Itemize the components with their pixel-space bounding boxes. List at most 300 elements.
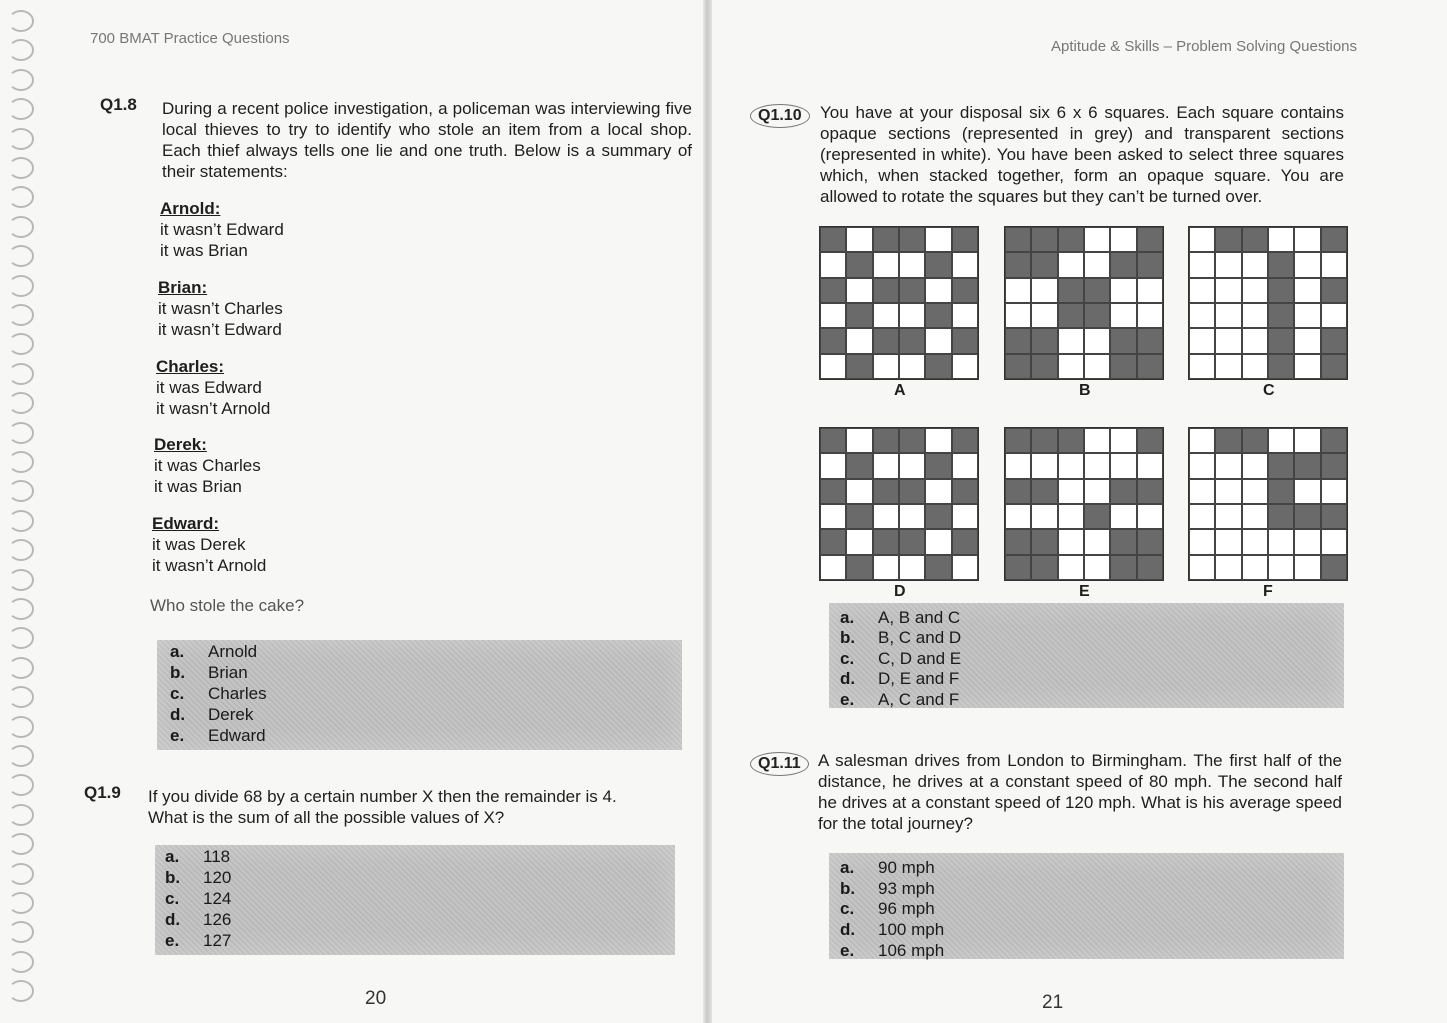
opaque-cell <box>899 529 925 554</box>
transparent-cell <box>1294 479 1320 504</box>
option-text: Brian <box>208 663 248 682</box>
answer-option-c[interactable] <box>170 683 267 704</box>
opaque-cell <box>1321 555 1347 580</box>
transparent-cell <box>1058 354 1084 379</box>
option-letter: a. <box>840 858 855 877</box>
opaque-cell <box>925 252 951 277</box>
question-text: During a recent police investigation, a policeman was interviewing five local thieves to try to identify who stole an item from a local shop. Each thief always tells one lie and one truth. Below is a summary of their statements: <box>162 99 692 181</box>
opaque-cell <box>925 555 951 580</box>
transparent-cell <box>1215 303 1241 328</box>
opaque-cell <box>1242 428 1268 453</box>
transparent-cell <box>1242 555 1268 580</box>
transparent-cell <box>1321 303 1347 328</box>
option-text: 100 mph <box>878 920 945 939</box>
transparent-cell <box>1084 354 1110 379</box>
answer-option-e[interactable] <box>840 940 944 961</box>
transparent-cell <box>1137 504 1163 529</box>
option-letter: e. <box>165 931 180 950</box>
statement-name: Derek: <box>154 435 207 454</box>
opaque-cell <box>952 328 978 353</box>
binding-ring <box>8 275 34 297</box>
binding-ring <box>8 98 34 120</box>
square-e <box>1004 427 1164 581</box>
transparent-cell <box>925 328 951 353</box>
square-f <box>1188 427 1348 581</box>
transparent-cell <box>952 453 978 478</box>
option-text: B, C and D <box>878 628 962 647</box>
option-text: C, D and E <box>878 649 962 668</box>
option-letter: d. <box>840 669 856 688</box>
transparent-cell <box>1110 453 1136 478</box>
answer-option-c[interactable] <box>840 898 935 919</box>
option-letter: e. <box>170 726 185 745</box>
binding-ring <box>8 363 34 385</box>
transparent-cell <box>873 504 899 529</box>
transparent-cell <box>1215 252 1241 277</box>
opaque-cell <box>1137 328 1163 353</box>
square-label: C <box>1263 382 1275 399</box>
binding-ring <box>8 304 34 326</box>
transparent-cell <box>873 252 899 277</box>
transparent-cell <box>899 504 925 529</box>
question-number: Q1.9 <box>84 783 121 802</box>
opaque-cell <box>1058 428 1084 453</box>
option-letter: c. <box>170 684 185 703</box>
opaque-cell <box>846 555 872 580</box>
transparent-cell <box>952 303 978 328</box>
answer-option-a[interactable] <box>170 641 257 662</box>
transparent-cell <box>1294 354 1320 379</box>
option-text: 118 <box>203 847 231 866</box>
opaque-cell <box>1268 252 1294 277</box>
opaque-cell <box>873 529 899 554</box>
transparent-cell <box>925 529 951 554</box>
question-text: You have at your disposal six 6 x 6 squares. Each square contains opaque sections (represented in grey) and transparent sections (represented in white). You have been asked to select three squares which, when stacked together, form an opaque square. You are allowed to rotate the squares but they can’t be turned over. <box>820 103 1344 206</box>
opaque-cell <box>1215 227 1241 252</box>
answer-option-b[interactable] <box>170 662 248 683</box>
opaque-cell <box>899 428 925 453</box>
answer-option-b[interactable] <box>165 867 231 888</box>
option-letter: b. <box>840 628 856 647</box>
page-number: 20 <box>365 988 387 1009</box>
opaque-cell <box>1137 479 1163 504</box>
opaque-cell <box>1005 555 1031 580</box>
transparent-cell <box>1058 252 1084 277</box>
question-number: Q1.11 <box>750 752 809 776</box>
transparent-cell <box>1189 227 1215 252</box>
transparent-cell <box>1242 328 1268 353</box>
transparent-cell <box>1294 428 1320 453</box>
opaque-cell <box>1031 529 1057 554</box>
square-a <box>819 226 979 380</box>
transparent-cell <box>846 529 872 554</box>
opaque-cell <box>925 354 951 379</box>
opaque-cell <box>1294 453 1320 478</box>
statement-line: it wasn’t Charles <box>158 299 283 318</box>
opaque-cell <box>1268 479 1294 504</box>
binding-ring <box>8 245 34 267</box>
opaque-cell <box>899 328 925 353</box>
opaque-cell <box>873 328 899 353</box>
transparent-cell <box>1189 453 1215 478</box>
transparent-cell <box>1189 504 1215 529</box>
answer-option-b[interactable] <box>840 878 935 899</box>
transparent-cell <box>1084 529 1110 554</box>
opaque-cell <box>1137 354 1163 379</box>
opaque-cell <box>1268 354 1294 379</box>
transparent-cell <box>1189 529 1215 554</box>
binding-ring <box>8 951 34 973</box>
binding-ring <box>8 10 34 32</box>
opaque-cell <box>899 278 925 303</box>
opaque-cell <box>1110 529 1136 554</box>
question-text: A salesman drives from London to Birmingham. The first half of the distance, he drives at a constant speed of 80 mph. The second half he drives at a constant speed of 120 mph. What is his average speed for the total journey? <box>818 751 1342 833</box>
opaque-cell <box>1005 328 1031 353</box>
transparent-cell <box>1215 453 1241 478</box>
transparent-cell <box>1189 555 1215 580</box>
opaque-cell <box>1321 328 1347 353</box>
transparent-cell <box>1189 328 1215 353</box>
opaque-cell <box>1031 227 1057 252</box>
transparent-cell <box>1242 278 1268 303</box>
binding-ring <box>8 39 34 61</box>
transparent-cell <box>1294 303 1320 328</box>
answer-option-d[interactable] <box>840 919 944 940</box>
opaque-cell <box>952 227 978 252</box>
transparent-cell <box>1242 252 1268 277</box>
transparent-cell <box>925 278 951 303</box>
opaque-cell <box>1005 354 1031 379</box>
transparent-cell <box>1137 278 1163 303</box>
option-text: 124 <box>203 889 232 908</box>
transparent-cell <box>873 453 899 478</box>
transparent-cell <box>1031 453 1057 478</box>
statement-name: Charles: <box>156 357 225 376</box>
transparent-cell <box>846 227 872 252</box>
opaque-cell <box>1031 555 1057 580</box>
transparent-cell <box>1268 227 1294 252</box>
option-text: 93 mph <box>878 879 935 898</box>
option-text: 96 mph <box>878 899 935 918</box>
opaque-cell <box>846 354 872 379</box>
statement-name: Brian: <box>158 278 208 297</box>
transparent-cell <box>1058 555 1084 580</box>
opaque-cell <box>873 479 899 504</box>
answer-option-d[interactable] <box>840 668 959 689</box>
option-text: Derek <box>208 705 254 724</box>
option-text: 106 mph <box>878 941 945 960</box>
opaque-cell <box>1005 227 1031 252</box>
binding-ring <box>8 451 34 473</box>
transparent-cell <box>1215 555 1241 580</box>
square-label: B <box>1079 382 1091 399</box>
opaque-cell <box>1321 453 1347 478</box>
binding-ring <box>8 480 34 502</box>
transparent-cell <box>1294 529 1320 554</box>
transparent-cell <box>1294 555 1320 580</box>
binding-ring <box>8 745 34 767</box>
transparent-cell <box>820 303 846 328</box>
opaque-cell <box>820 428 846 453</box>
opaque-cell <box>1268 453 1294 478</box>
opaque-cell <box>899 479 925 504</box>
opaque-cell <box>873 278 899 303</box>
opaque-cell <box>952 428 978 453</box>
transparent-cell <box>1294 328 1320 353</box>
statement-block <box>156 356 270 419</box>
answer-option-d[interactable] <box>165 909 231 930</box>
opaque-cell <box>1294 504 1320 529</box>
opaque-cell <box>1137 529 1163 554</box>
question-text: If you divide 68 by a certain number X then the remainder is 4. What is the sum of all the possible values of X? <box>148 787 617 827</box>
transparent-cell <box>1215 354 1241 379</box>
transparent-cell <box>1215 529 1241 554</box>
opaque-cell <box>925 303 951 328</box>
opaque-cell <box>1058 227 1084 252</box>
transparent-cell <box>1084 328 1110 353</box>
square-b <box>1004 226 1164 380</box>
transparent-cell <box>925 479 951 504</box>
transparent-cell <box>820 252 846 277</box>
transparent-cell <box>846 428 872 453</box>
opaque-cell <box>952 479 978 504</box>
transparent-cell <box>1268 555 1294 580</box>
right-page <box>712 0 1447 1023</box>
binding-ring <box>8 921 34 943</box>
transparent-cell <box>873 555 899 580</box>
binding-ring <box>8 980 34 1002</box>
transparent-cell <box>1110 303 1136 328</box>
opaque-cell <box>1321 354 1347 379</box>
option-text: Charles <box>208 684 267 703</box>
opaque-cell <box>1137 555 1163 580</box>
question-number: Q1.8 <box>100 95 137 114</box>
opaque-cell <box>925 504 951 529</box>
statement-line: it wasn’t Arnold <box>152 556 267 575</box>
transparent-cell <box>1058 328 1084 353</box>
transparent-cell <box>1215 278 1241 303</box>
transparent-cell <box>873 303 899 328</box>
opaque-cell <box>925 453 951 478</box>
answer-option-c[interactable] <box>840 648 961 669</box>
question-prompt: Who stole the cake? <box>150 596 305 615</box>
statement-line: it was Brian <box>160 241 248 260</box>
option-text: D, E and F <box>878 669 960 688</box>
opaque-cell <box>1137 252 1163 277</box>
opaque-cell <box>1321 428 1347 453</box>
transparent-cell <box>1110 278 1136 303</box>
option-text: 126 <box>203 910 232 929</box>
opaque-cell <box>1321 278 1347 303</box>
transparent-cell <box>952 504 978 529</box>
transparent-cell <box>1031 303 1057 328</box>
transparent-cell <box>1242 504 1268 529</box>
binding-ring <box>8 863 34 885</box>
transparent-cell <box>846 278 872 303</box>
binding-ring <box>8 128 34 150</box>
page-header: Aptitude & Skills – Problem Solving Questions <box>1051 38 1357 55</box>
transparent-cell <box>952 252 978 277</box>
opaque-cell <box>1005 529 1031 554</box>
statement-block <box>152 513 266 576</box>
binding-ring <box>8 69 34 91</box>
answer-options-box <box>155 845 675 955</box>
transparent-cell <box>1084 555 1110 580</box>
statement-name: Arnold: <box>160 199 221 218</box>
option-text: 127 <box>203 931 232 950</box>
transparent-cell <box>1058 479 1084 504</box>
transparent-cell <box>846 479 872 504</box>
square-c <box>1188 226 1348 380</box>
option-letter: d. <box>165 910 181 929</box>
transparent-cell <box>952 354 978 379</box>
opaque-cell <box>820 328 846 353</box>
transparent-cell <box>1189 428 1215 453</box>
answer-option-c[interactable] <box>165 888 231 909</box>
square-label: E <box>1079 583 1090 600</box>
transparent-cell <box>1242 529 1268 554</box>
transparent-cell <box>846 328 872 353</box>
answer-option-e[interactable] <box>165 930 231 951</box>
transparent-cell <box>1110 428 1136 453</box>
binding-rings <box>8 10 38 1010</box>
transparent-cell <box>1084 479 1110 504</box>
transparent-cell <box>1137 303 1163 328</box>
transparent-cell <box>1005 453 1031 478</box>
option-letter: e. <box>840 941 855 960</box>
transparent-cell <box>952 555 978 580</box>
opaque-cell <box>1110 354 1136 379</box>
opaque-cell <box>1084 504 1110 529</box>
square-label: F <box>1263 583 1273 600</box>
answer-option-a[interactable] <box>840 607 960 628</box>
transparent-cell <box>1215 328 1241 353</box>
statement-block <box>154 434 261 497</box>
option-text: 120 <box>203 868 232 887</box>
transparent-cell <box>1321 479 1347 504</box>
transparent-cell <box>1031 278 1057 303</box>
binding-ring <box>8 510 34 532</box>
opaque-cell <box>1321 504 1347 529</box>
transparent-cell <box>1058 504 1084 529</box>
opaque-cell <box>820 227 846 252</box>
binding-ring <box>8 686 34 708</box>
transparent-cell <box>1294 227 1320 252</box>
opaque-cell <box>1110 555 1136 580</box>
transparent-cell <box>1242 303 1268 328</box>
opaque-cell <box>899 227 925 252</box>
transparent-cell <box>820 453 846 478</box>
option-text: Edward <box>208 726 266 745</box>
binding-ring <box>8 422 34 444</box>
statement-line: it was Derek <box>152 535 246 554</box>
option-letter: a. <box>165 847 180 866</box>
opaque-cell <box>1242 227 1268 252</box>
question-number: Q1.10 <box>750 104 810 128</box>
opaque-cell <box>1005 428 1031 453</box>
binding-ring <box>8 157 34 179</box>
option-letter: c. <box>840 899 855 918</box>
answer-option-e[interactable] <box>840 689 959 710</box>
option-letter: e. <box>840 690 855 709</box>
statement-line: it wasn’t Arnold <box>156 399 271 418</box>
statement-line: it was Brian <box>154 477 242 496</box>
opaque-cell <box>1084 278 1110 303</box>
opaque-cell <box>1268 504 1294 529</box>
binding-ring <box>8 627 34 649</box>
opaque-cell <box>846 453 872 478</box>
binding-ring <box>8 186 34 208</box>
option-letter: a. <box>170 642 185 661</box>
transparent-cell <box>899 303 925 328</box>
transparent-cell <box>1242 453 1268 478</box>
transparent-cell <box>1321 252 1347 277</box>
opaque-cell <box>820 479 846 504</box>
answer-option-e[interactable] <box>170 725 266 746</box>
transparent-cell <box>1084 428 1110 453</box>
statement-name: Edward: <box>152 514 220 533</box>
opaque-cell <box>952 278 978 303</box>
transparent-cell <box>1294 278 1320 303</box>
opaque-cell <box>1268 328 1294 353</box>
opaque-cell <box>820 278 846 303</box>
option-letter: b. <box>840 879 856 898</box>
transparent-cell <box>1189 252 1215 277</box>
option-text: A, B and C <box>878 608 961 627</box>
transparent-cell <box>1058 529 1084 554</box>
transparent-cell <box>1215 504 1241 529</box>
statement-line: it was Edward <box>156 378 262 397</box>
binding-ring <box>8 539 34 561</box>
option-letter: a. <box>840 608 855 627</box>
binding-ring <box>8 216 34 238</box>
transparent-cell <box>1084 227 1110 252</box>
opaque-cell <box>1031 479 1057 504</box>
binding-ring <box>8 892 34 914</box>
transparent-cell <box>1058 453 1084 478</box>
transparent-cell <box>1294 252 1320 277</box>
transparent-cell <box>925 428 951 453</box>
transparent-cell <box>1005 303 1031 328</box>
opaque-cell <box>1031 328 1057 353</box>
option-text: Arnold <box>208 642 258 661</box>
opaque-cell <box>846 252 872 277</box>
opaque-cell <box>820 529 846 554</box>
answer-option-d[interactable] <box>170 704 253 725</box>
transparent-cell <box>1268 529 1294 554</box>
option-letter: d. <box>840 920 856 939</box>
option-letter: d. <box>170 705 186 724</box>
opaque-cell <box>1321 227 1347 252</box>
transparent-cell <box>1215 479 1241 504</box>
answer-option-a[interactable] <box>840 857 935 878</box>
binding-ring <box>8 716 34 738</box>
binding-ring <box>8 392 34 414</box>
left-page <box>0 0 705 1023</box>
opaque-cell <box>1084 303 1110 328</box>
transparent-cell <box>1268 428 1294 453</box>
opaque-cell <box>1005 479 1031 504</box>
opaque-cell <box>1058 278 1084 303</box>
option-letter: b. <box>170 663 186 682</box>
answer-option-b[interactable] <box>840 627 961 648</box>
transparent-cell <box>1110 227 1136 252</box>
transparent-cell <box>1031 504 1057 529</box>
transparent-cell <box>899 354 925 379</box>
statement-line: it wasn’t Edward <box>160 220 284 239</box>
transparent-cell <box>1242 479 1268 504</box>
answer-option-a[interactable] <box>165 846 230 867</box>
